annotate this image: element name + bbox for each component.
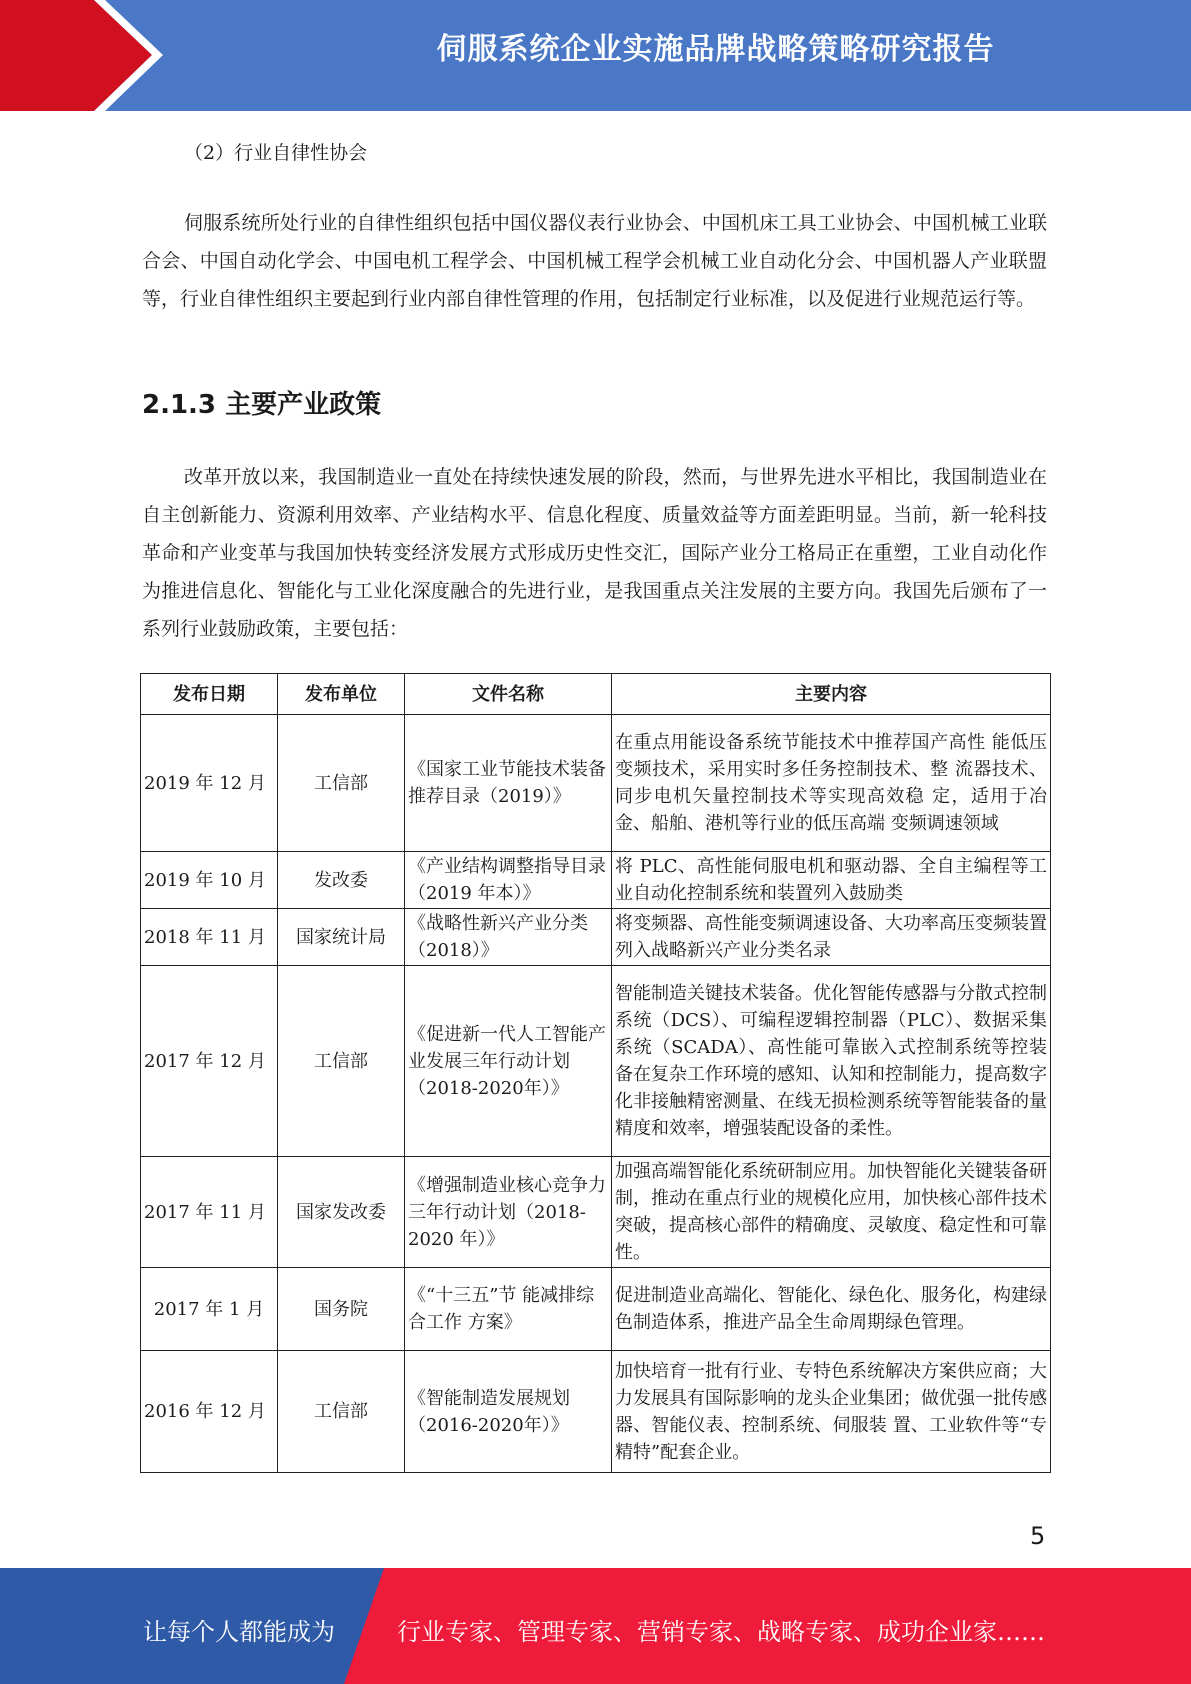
table-row: [141, 715, 1051, 852]
table-row: [141, 1157, 1051, 1268]
cell-unit: 国务院: [278, 1268, 405, 1351]
cell-date: 2017 年 12 月: [141, 966, 278, 1157]
policy-table: [140, 673, 1051, 1473]
cell-unit: 工信部: [278, 966, 405, 1157]
cell-main: 促进制造业高端化、智能化、绿色化、服务化，构建绿色制造体系，推进产品全生命周期绿色管理。: [612, 1268, 1051, 1351]
table-row: [141, 852, 1051, 909]
page-footer: [0, 1568, 1191, 1684]
table-row: [141, 1268, 1051, 1351]
cell-unit: 国家统计局: [278, 909, 405, 966]
cell-unit: 发改委: [278, 852, 405, 909]
cell-unit: 工信部: [278, 1351, 405, 1473]
col-header-unit: 发布单位: [278, 674, 405, 715]
col-header-main: 主要内容: [612, 674, 1051, 715]
cell-main: 加快培育一批有行业、专特色系统解决方案供应商；大力发展具有国际影响的龙头企业集团；做优强一批传感器、智能仪表、控制系统、伺服装 置、工业软件等“专精特”配套企业。: [612, 1351, 1051, 1473]
paragraph-policies-intro: 改革开放以来，我国制造业一直处在持续快速发展的阶段，然而，与世界先进水平相比，我国制造业在自主创新能力、资源利用效率、产业结构水平、信息化程度、质量效益等方面差距明显。当前，新一轮科技革命和产业变革与我国加快转变经济发展方式形成历史性交汇，国际产业分工格局正在重塑，工业自动化作为推进信息化、智能化与工业化深度融合的先进行业，是我国重点关注发展的主要方向。我国先后颁布了一系列行业鼓励政策，主要包括：: [142, 466, 1047, 640]
cell-unit: 国家发改委: [278, 1157, 405, 1268]
footer-slogan-left: 让每个人都能成为: [143, 1618, 335, 1646]
cell-doc: 《产业结构调整指导目录（2019 年本）》: [405, 852, 612, 909]
cell-doc: 《智能制造发展规划（2016-2020年）》: [405, 1351, 612, 1473]
cell-date: 2016 年 12 月: [141, 1351, 278, 1473]
cell-main: 在重点用能设备系统节能技术中推荐国产高性 能低压变频技术，采用实时多任务控制技术、整 流器技术、同步电机矢量控制技术等实现高效稳 定，适用于冶金、船舶、港机等行业的低压高端 变频调速领域: [612, 715, 1051, 852]
cell-date: 2018 年 11 月: [141, 909, 278, 966]
col-header-date: 发布日期: [141, 674, 278, 715]
cell-doc: 《增强制造业核心竞争力三年行动计划（2018-2020 年）》: [405, 1157, 612, 1268]
cell-doc: 《国家工业节能技术装备推荐目录（2019）》: [405, 715, 612, 852]
cell-doc: 《促进新一代人工智能产业发展三年行动计划（2018-2020年）》: [405, 966, 612, 1157]
cell-date: 2017 年 11 月: [141, 1157, 278, 1268]
sub-heading: （2）行业自律性协会: [184, 142, 368, 164]
cell-main: 将 PLC、高性能伺服电机和驱动器、全自主编程等工业自动化控制系统和装置列入鼓励类: [612, 852, 1051, 909]
table-row: [141, 909, 1051, 966]
cell-doc: 《“十三五”节 能减排综合工作 方案》: [405, 1268, 612, 1351]
page-number: 5: [1030, 1522, 1046, 1550]
cell-unit: 工信部: [278, 715, 405, 852]
page-header: [0, 0, 1191, 111]
table-row: [141, 966, 1051, 1157]
col-header-doc: 文件名称: [405, 674, 612, 715]
cell-date: 2017 年 1 月: [141, 1268, 278, 1351]
cell-doc: 《战略性新兴产业分类（2018）》: [405, 909, 612, 966]
table-row: [141, 1351, 1051, 1473]
report-title: 伺服系统企业实施品牌战略策略研究报告: [436, 32, 995, 67]
header-arrow-icon: [0, 0, 260, 111]
cell-date: 2019 年 10 月: [141, 852, 278, 909]
footer-slogan-right: 行业专家、管理专家、营销专家、战略专家、成功企业家……: [397, 1618, 1045, 1646]
cell-date: 2019 年 12 月: [141, 715, 278, 852]
table-header-row: [141, 674, 1051, 715]
section-heading: 2.1.3 主要产业政策: [142, 390, 382, 420]
cell-main: 加强高端智能化系统研制应用。加快智能化关键装备研制，推动在重点行业的规模化应用，加快核心部件技术突破，提高核心部件的精确度、灵敏度、稳定性和可靠性。: [612, 1157, 1051, 1268]
cell-main: 将变频器、高性能变频调速设备、大功率高压变频装置列入战略新兴产业分类名录: [612, 909, 1051, 966]
cell-main: 智能制造关键技术装备。优化智能传感器与分散式控制系统（DCS）、可编程逻辑控制器（PLC）、数据采集系统（SCADA）、高性能可靠嵌入式控制系统等控装备在复杂工作环境的感知、认知和控制能力，提高数字化非接触精密测量、在线无损检测系统等智能装备的量精度和效率，增强装配设备的柔性。: [612, 966, 1051, 1157]
paragraph-associations: 伺服系统所处行业的自律性组织包括中国仪器仪表行业协会、中国机床工具工业协会、中国机械工业联合会、中国自动化学会、中国电机工程学会、中国机械工程学会机械工业自动化分会、中国机器人产业联盟等，行业自律性组织主要起到行业内部自律性管理的作用，包括制定行业标准，以及促进行业规范运行等。: [142, 212, 1047, 310]
